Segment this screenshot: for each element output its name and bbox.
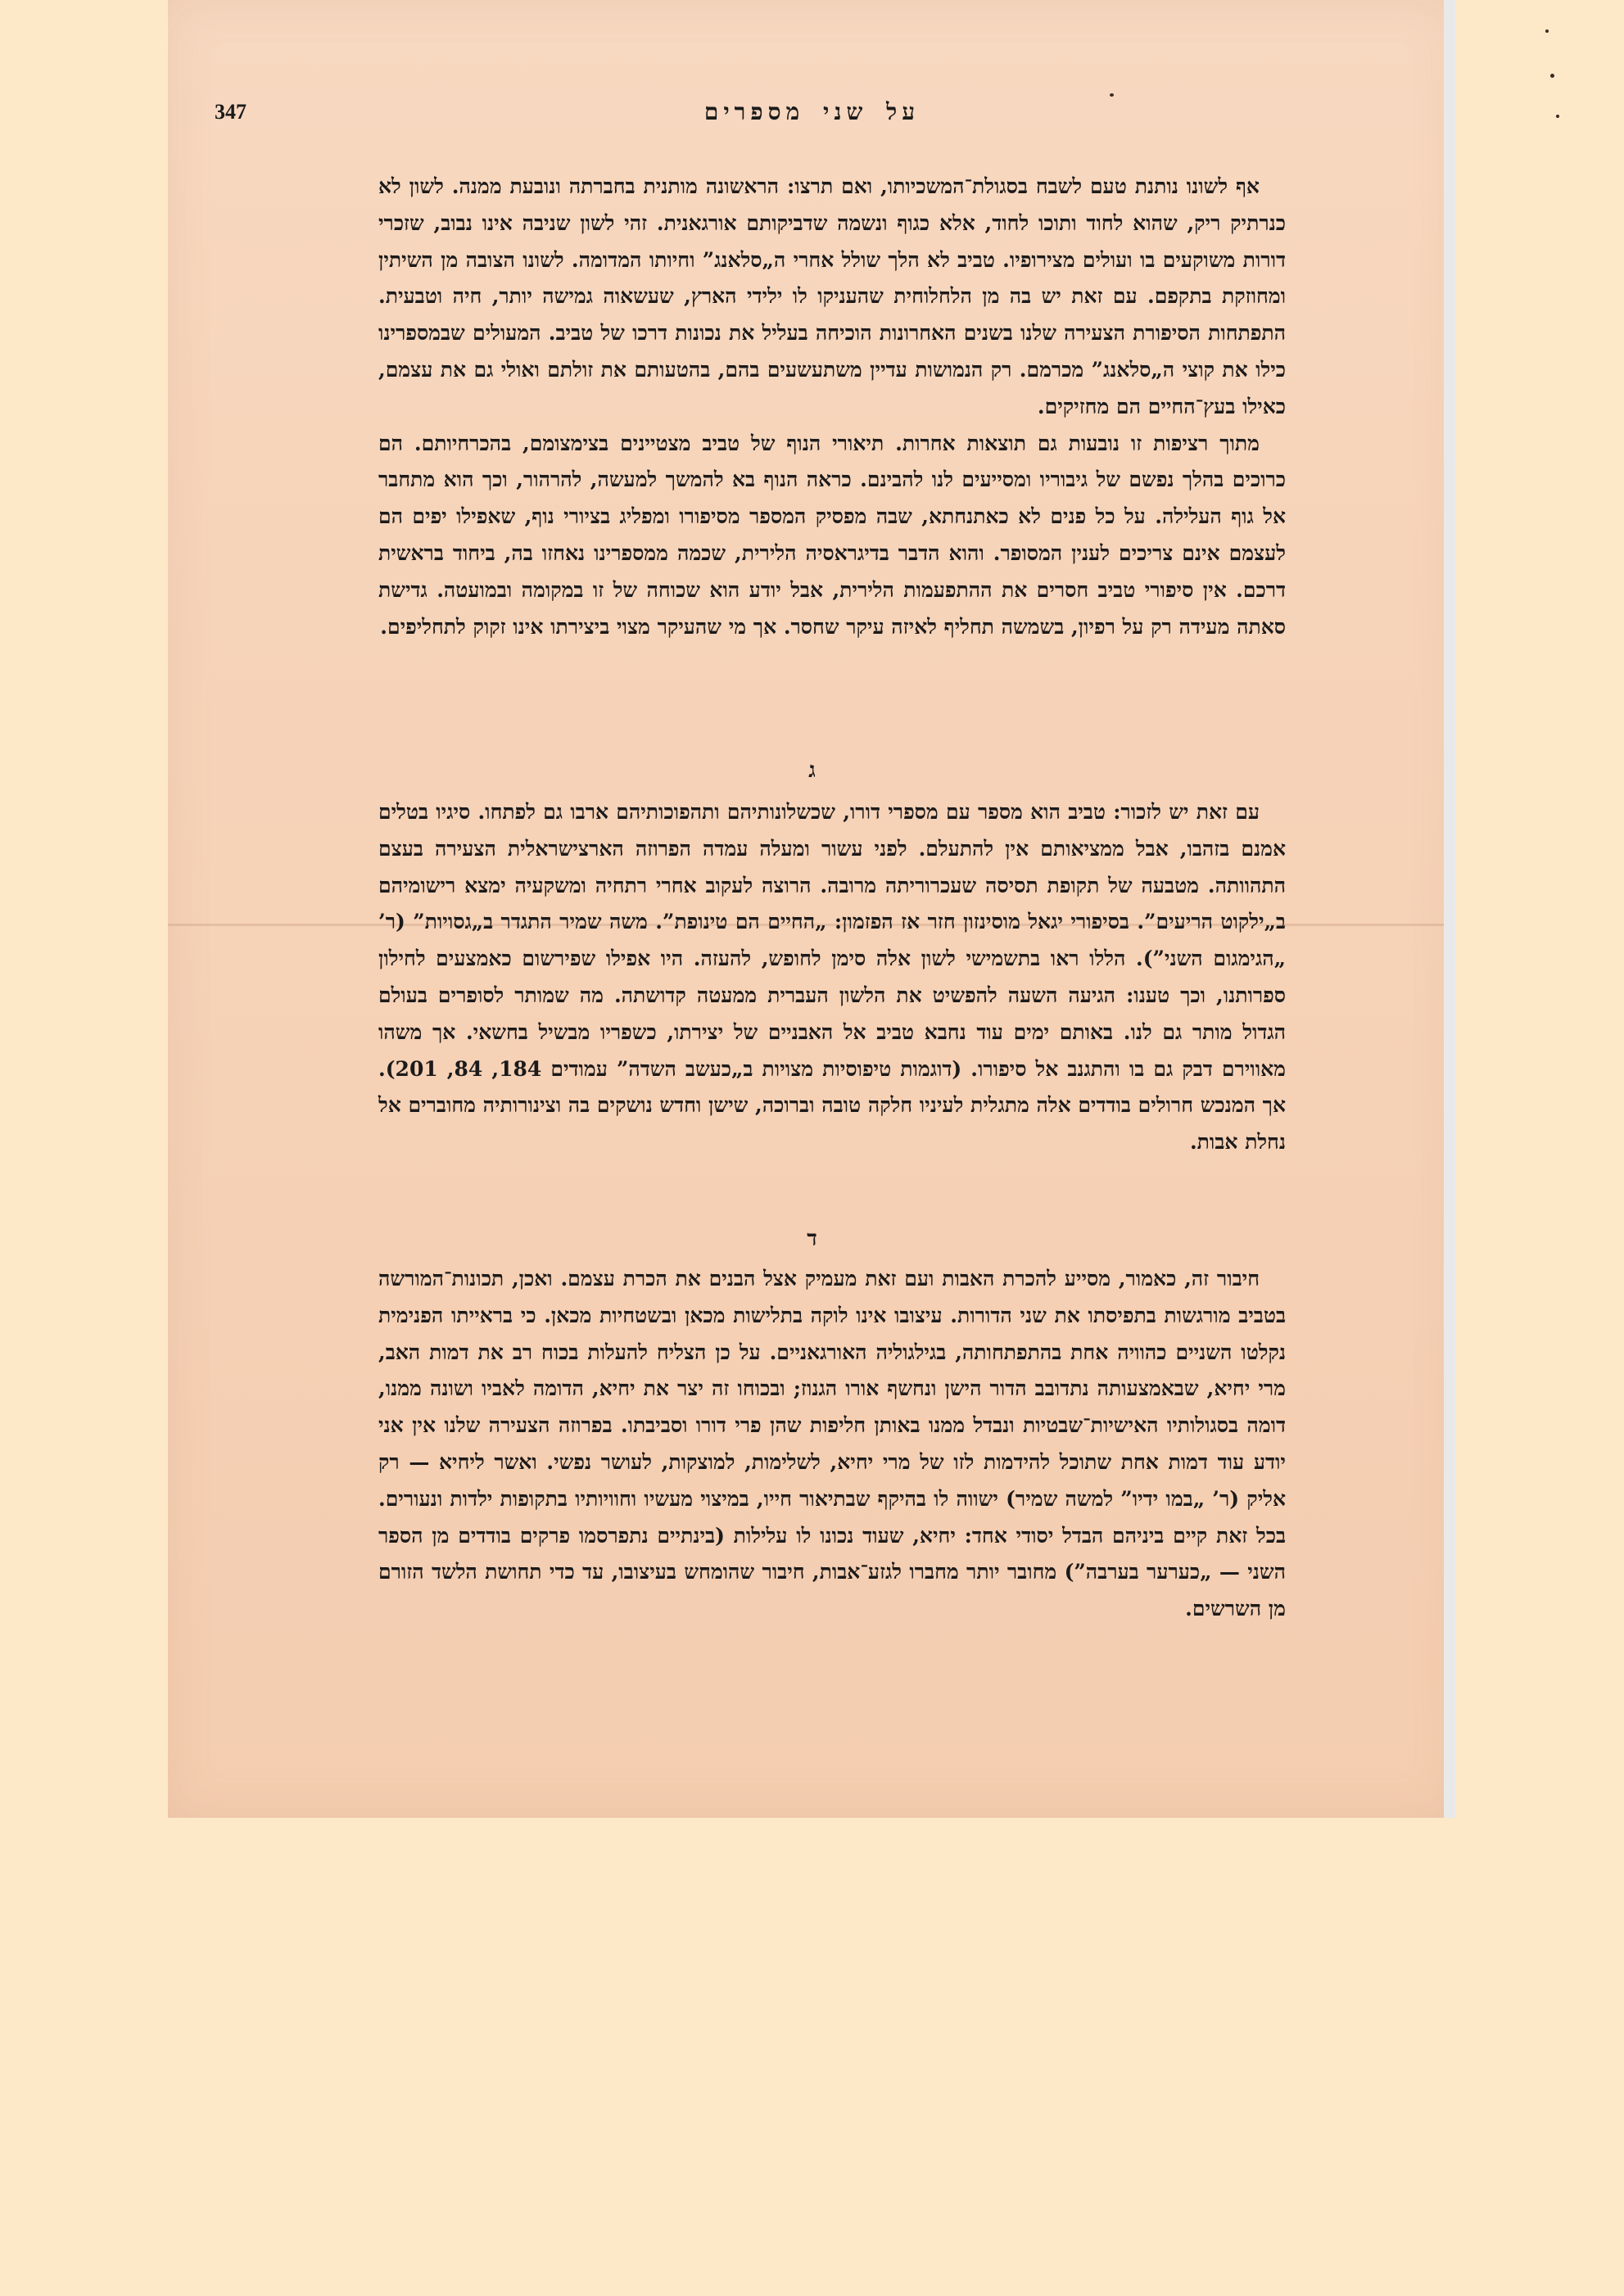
section-body bbox=[378, 794, 1286, 1161]
paper-speck bbox=[1110, 93, 1114, 97]
paragraph: חיבור זה, כאמור, מסייע להכרת האבות ועם זאת מעמיק אצל הבנים את הכרת עצמם. ואכן, תכונות־המורשה בטביב מורגשות בתפיסתו את שני הדורות. עיצובו אינו לוקה בתלישות מכאן ובשטחיות מכאן. כי בראייתו הפנימית נקלטו השניים כהוויה אחת בהתפתחותה, בגילגוליה האורגאניים. על כן הצליח להעלות בכוח רב את דמות האב, מרי יחיא, שבאמצעותה נתדובב הדור הישן ונחשף אורו הגנוז; ובכוחו זה יצר את יחיא, הדומה לאביו ושונה ממנו, דומה בסגולותיו האישיות־שבטיות ונבדל ממנו באותן חליפות שהן פרי דורו וסביבתו. בפרוזה הצעירה שלנו אין אני יודע עוד דמות אחת שתוכל להידמות לזו של מרי יחיא, לשלימות, למוצקות, לעושר נפשי. ואשר ליחיא — רק אליק (ר’ „במו ידיו” למשה שמיר) ישווה לו בהיקף שבתיאור חייו, במיצוי מעשיו וחוויותיו בתקופות ילדות ונעורים. בכל זאת קיים ביניהם הבדל יסודי אחד: יחיא, שעוד נכונו לו עלילות (בינתיים נתפרסמו פרקים בודדים מן הספר השני — „כערער בערבה”) מחובר יותר מחברו לגזע־אבות, חיבור שהומחש בעיצובו, עד כדי תחושת הלשד הזורם מן השרשים. bbox=[378, 1267, 1286, 1621]
paragraph: עם זאת יש לזכור: טביב הוא מספר עם מספרי דורו, שכשלונותיהם ותהפוכותיהם ארבו גם לפתחו. סיגיו בטלים אמנם בזהבו, אבל ממציאותם אין להתעלם. לפני עשור ומעלה עמדה הפרוזה הארצישראלית הצעירה בעצם התהוותה. מטבעה של תקופת תסיסה שעכרוריתה מרובה. הרוצה לעקוב אחרי רתחיה ומשקעיה ימצא רישומיהם ב„ילקוט הריעים”. בסיפורי יגאל מוסינזון חזר אז הפזמון: „החיים הם טינופת”. משה שמיר התגדר ב„גסויות” (ר’ „הגימגום השני”). הללו ראו בתשמישי לשון אלה סימן לחופש, להעזה. היו אפילו שפירשום כאמצעים לחילון ספרותנו, וכך טענו: הגיעה השעה להפשיט את הלשון העברית ממעטה קדושתה. מה שמותר לסופרים בעולם הגדול מותר גם לנו. באותם ימים עוד נחבא טביב אל האבניים של יצירתו, כשפריו מבשיל בחשאי. אך משהו מאווירם דבק גם בו והתגנב אל סיפורו. (דוגמות טיפוסיות מצויות ב„כעשב השדה” עמודים 184, 84, 201). אך המנכש חרולים בודדים אלה מתגלית לעיניו חלקה טובה וברוכה, שישן וחדש נושקים בה וצינורותיה מחוברים אל נחלת אבות. bbox=[378, 800, 1286, 1155]
scan-edge bbox=[1444, 0, 1455, 1818]
section-heading: ג bbox=[808, 758, 816, 783]
paragraph: מתוך רציפות זו נובעות גם תוצאות אחרות. תיאורי הנוף של טביב מצטיינים בצימצומם, בהכרחיותם. הם כרוכים בהלך נפשם של גיבוריו ומסייעים לנו להבינם. כראה הנוף בא להמשך למעשה, להרהור, וכך הוא מתחבר אל גוף העלילה. על כל פנים לא כאתנחתא, שבה מפסיק המספר מסיפורו ומפליג בציורי נוף, שאפילו יפים הם לעצמם אינם צריכים לענין המסופר. והוא הדבר בדיגראסיה הלירית, שכמה ממספרינו נאחזו בה, ביחוד בראשית דרכם. אין סיפורי טביב חסרים את ההתפעמות הלירית, אבל יודע הוא שכוחה של זו במקומה ובמועטה. גדישת סאתה מעידה רק על רפיון, בשמשה תחליף לאיזה עיקר שחסר. אך מי שהעיקר מצוי ביצירתו אינו זקוק לתחליפים. bbox=[378, 431, 1286, 639]
page-number: 347 bbox=[215, 100, 247, 124]
section-heading: ד bbox=[807, 1227, 817, 1251]
section-body bbox=[378, 169, 1286, 645]
paper-speck bbox=[1550, 74, 1554, 78]
paper-speck bbox=[1545, 29, 1549, 33]
running-title: על שני מספרים bbox=[703, 98, 921, 125]
paragraph: אף לשונו נותנת טעם לשבח בסגולת־המשכיותו, ואם תרצו: הראשונה מותנית בחברתה ונובעת ממנה. לשון לא כנרתיק ריק, שהוא לחוד ותוכו לחוד, אלא כגוף ונשמה שדביקותם אורגאנית. זהי לשון שניבה אינו נבוב, שזכרי דורות משוקעים בו ועולים מצירופיו. טביב לא הלך שולל אחרי ה„סלאנג” וחיותו המדומה. לשונו הצובה מן השיתין ומחוזקת בתקפם. עם זאת יש בה מן הלחלוחית שהעניקו לו ילידי הארץ, שעשאוה גמישה יותר, חיה וטבעית. התפתחות הסיפורת הצעירה שלנו בשנים האחרונות הוכיחה בעליל את נכונות דרכו של טביב. המעולים שבמספרינו כילו את קוצי ה„סלאנג” מכרמם. רק הנמושות עדיין משתעשעים בהם, בהטעותם את זולתם ואולי גם את עצמם, כאילו בעץ־החיים הם מחזיקים. bbox=[378, 174, 1286, 418]
section-body bbox=[378, 1261, 1286, 1628]
